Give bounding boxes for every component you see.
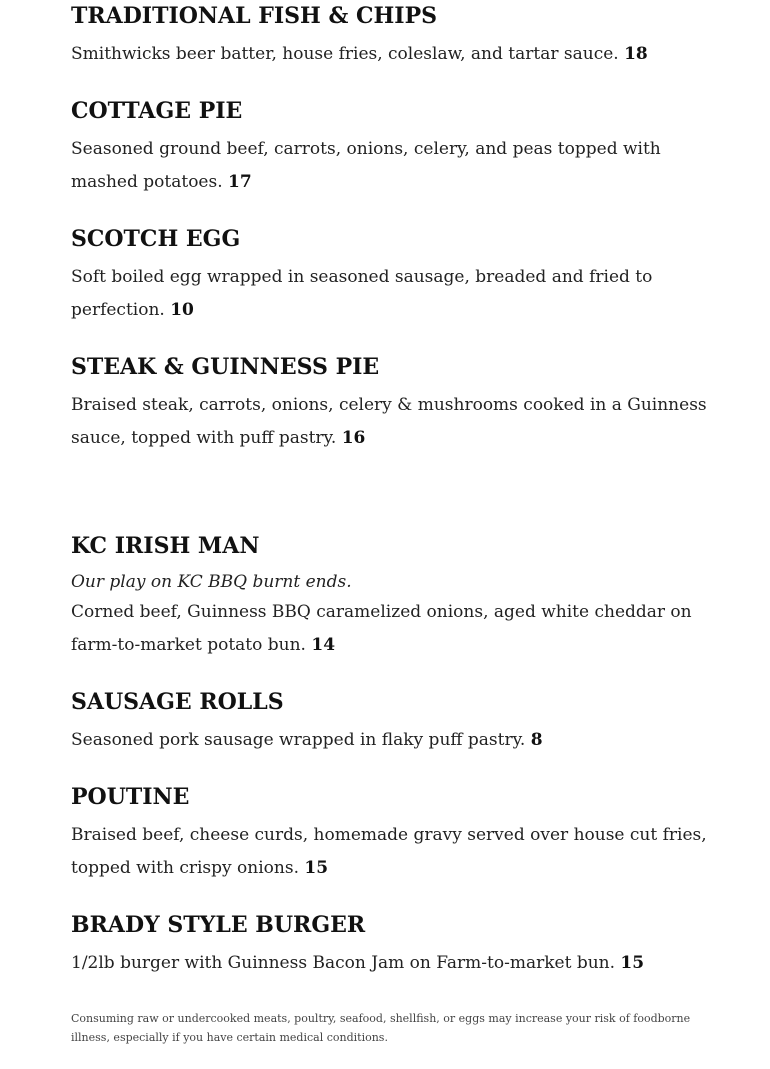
item-description xyxy=(71,596,711,662)
item-name: KC IRISH MAN xyxy=(71,533,260,559)
menu-item-brady-style-burger xyxy=(71,909,711,980)
menu-list xyxy=(71,0,711,980)
item-name: BRADY STYLE BURGER xyxy=(71,912,366,938)
item-description xyxy=(71,947,711,980)
section-spacer xyxy=(71,455,711,530)
item-tagline: Our play on KC BBQ burnt ends. xyxy=(71,572,352,592)
item-price: 14 xyxy=(311,635,336,655)
item-name: TRADITIONAL FISH & CHIPS xyxy=(71,3,438,29)
item-price: 17 xyxy=(228,172,252,192)
item-spacer xyxy=(71,662,711,686)
menu-item-cottage-pie xyxy=(71,95,711,199)
menu-item-steak-guinness-pie xyxy=(71,351,711,455)
item-name: STEAK & GUINNESS PIE xyxy=(71,354,380,380)
menu-item-poutine xyxy=(71,781,711,885)
item-description-text: Corned beef, Guinness BBQ caramelized onions, aged white cheddar on farm-to-market potato bun. xyxy=(71,602,692,655)
item-description xyxy=(71,819,711,885)
item-spacer xyxy=(71,885,711,909)
item-description-text: Seasoned ground beef, carrots, onions, celery, and peas topped with mashed potatoes. xyxy=(71,139,661,192)
item-description xyxy=(71,38,711,71)
menu-item-fish-chips xyxy=(71,0,711,71)
food-safety-disclaimer: Consuming raw or undercooked meats, poultry, seafood, shellfish, or eggs may increase your risk of foodborne illness, especially if you have certain medical conditions. xyxy=(71,1012,691,1044)
item-description-text: Smithwicks beer batter, house fries, coleslaw, and tartar sauce. xyxy=(71,44,619,64)
item-description-text: Braised steak, carrots, onions, celery & mushrooms cooked in a Guinness sauce, topped with puff pastry. xyxy=(71,395,707,448)
item-price: 10 xyxy=(170,300,194,320)
item-spacer xyxy=(71,757,711,781)
item-description xyxy=(71,724,711,757)
item-price: 8 xyxy=(530,730,543,750)
menu-item-scotch-egg xyxy=(71,223,711,327)
item-description-text: Braised beef, cheese curds, homemade gravy served over house cut fries, topped with crispy onions. xyxy=(71,825,707,878)
item-name: POUTINE xyxy=(71,784,190,810)
item-spacer xyxy=(71,199,711,223)
item-description-text: Seasoned pork sausage wrapped in flaky puff pastry. xyxy=(71,730,526,750)
item-spacer xyxy=(71,71,711,95)
item-price: 16 xyxy=(341,428,366,448)
item-price: 15 xyxy=(304,858,329,878)
item-name: SCOTCH EGG xyxy=(71,226,241,252)
menu-item-kc-irish-man xyxy=(71,530,711,662)
item-description xyxy=(71,261,711,327)
item-spacer xyxy=(71,327,711,351)
item-description-text: 1/2lb burger with Guinness Bacon Jam on Farm-to-market bun. xyxy=(71,953,615,973)
item-name: SAUSAGE ROLLS xyxy=(71,689,284,715)
item-price: 15 xyxy=(620,953,645,973)
item-description-text: Soft boiled egg wrapped in seasoned sausage, breaded and fried to perfection. xyxy=(71,267,653,320)
item-description xyxy=(71,133,711,199)
menu-item-sausage-rolls xyxy=(71,686,711,757)
item-price: 18 xyxy=(624,44,648,64)
item-description xyxy=(71,389,711,455)
item-name: COTTAGE PIE xyxy=(71,98,243,124)
